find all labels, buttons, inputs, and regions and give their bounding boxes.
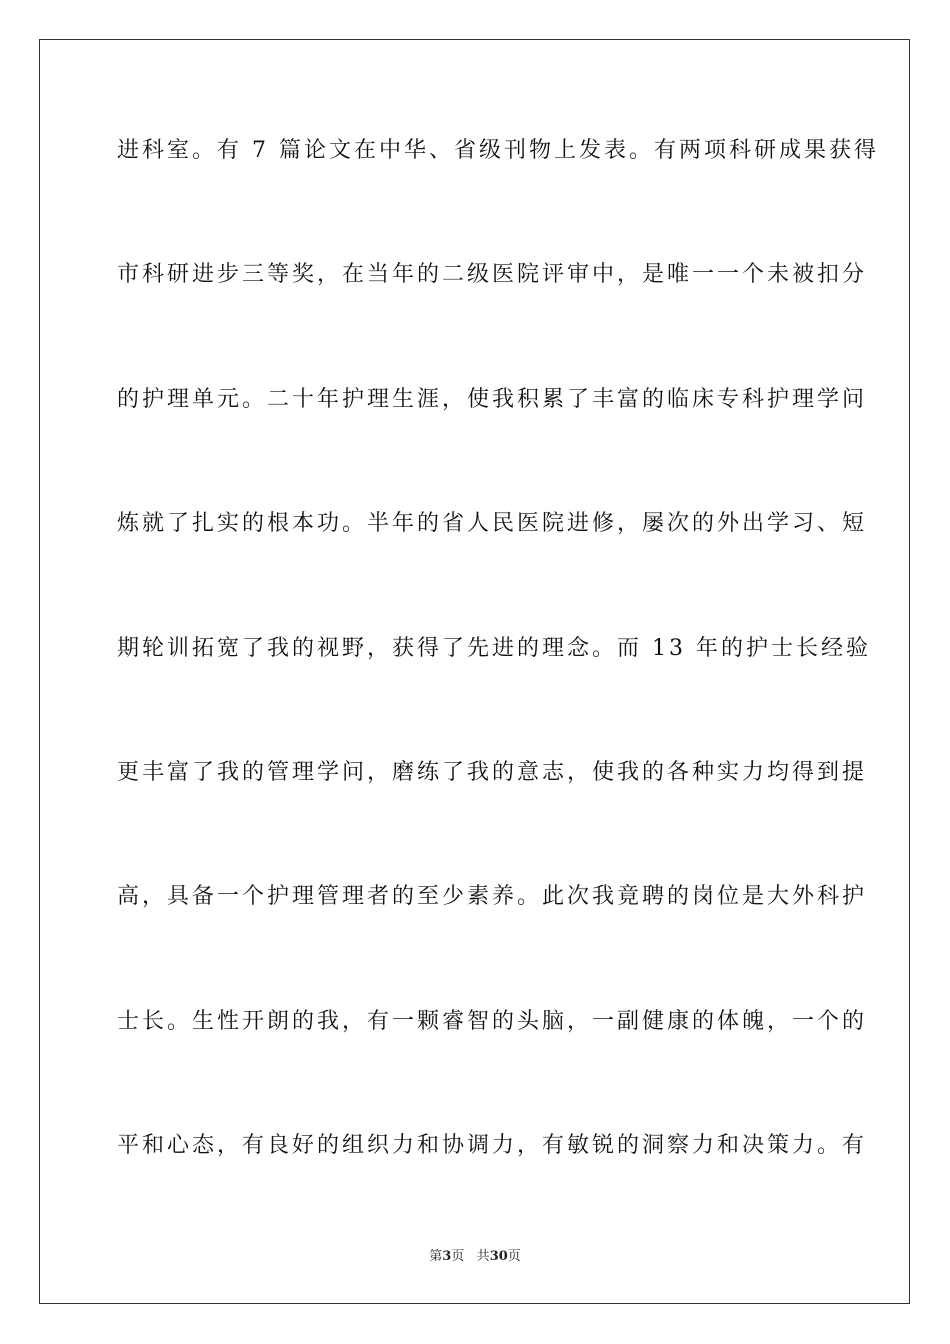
page-suffix: 页 [451,1249,465,1264]
total-suffix: 页 [507,1249,521,1264]
page-footer [0,1248,950,1266]
text-line: 炼就了扎实的根本功。半年的省人民医院进修，屡次的外出学习、短 [117,511,868,537]
total-pages: 30 [489,1249,508,1264]
document-body [117,128,879,1248]
text-line: 期轮训拓宽了我的视野，获得了先进的理念。而 13 年的护士长经验 [117,635,871,661]
text-line: 进科室。有 7 篇论文在中华、省级刊物上发表。有两项科研成果获得 [117,138,879,163]
text-line: 士长。生性开朗的我，有一颗睿智的头脑，一副健康的体魄，一个的 [117,1008,868,1034]
page-number: 3 [442,1249,452,1264]
page-prefix: 第 [429,1249,443,1264]
text-line: 更丰富了我的管理学问，磨练了我的意志，使我的各种实力均得到提 [117,759,868,785]
text-line: 市科研进步三等奖，在当年的二级医院评审中，是唯一一个未被扣分 [117,262,868,288]
total-prefix: 共 [476,1249,490,1264]
text-line: 平和心态，有良好的组织力和协调力，有敏锐的洞察力和决策力。有 [117,1133,868,1159]
text-line: 高，具备一个护理管理者的至少素养。此次我竟聘的岗位是大外科护 [117,884,868,910]
text-line: 的护理单元。二十年护理生涯，使我积累了丰富的临床专科护理学问 [117,386,868,412]
